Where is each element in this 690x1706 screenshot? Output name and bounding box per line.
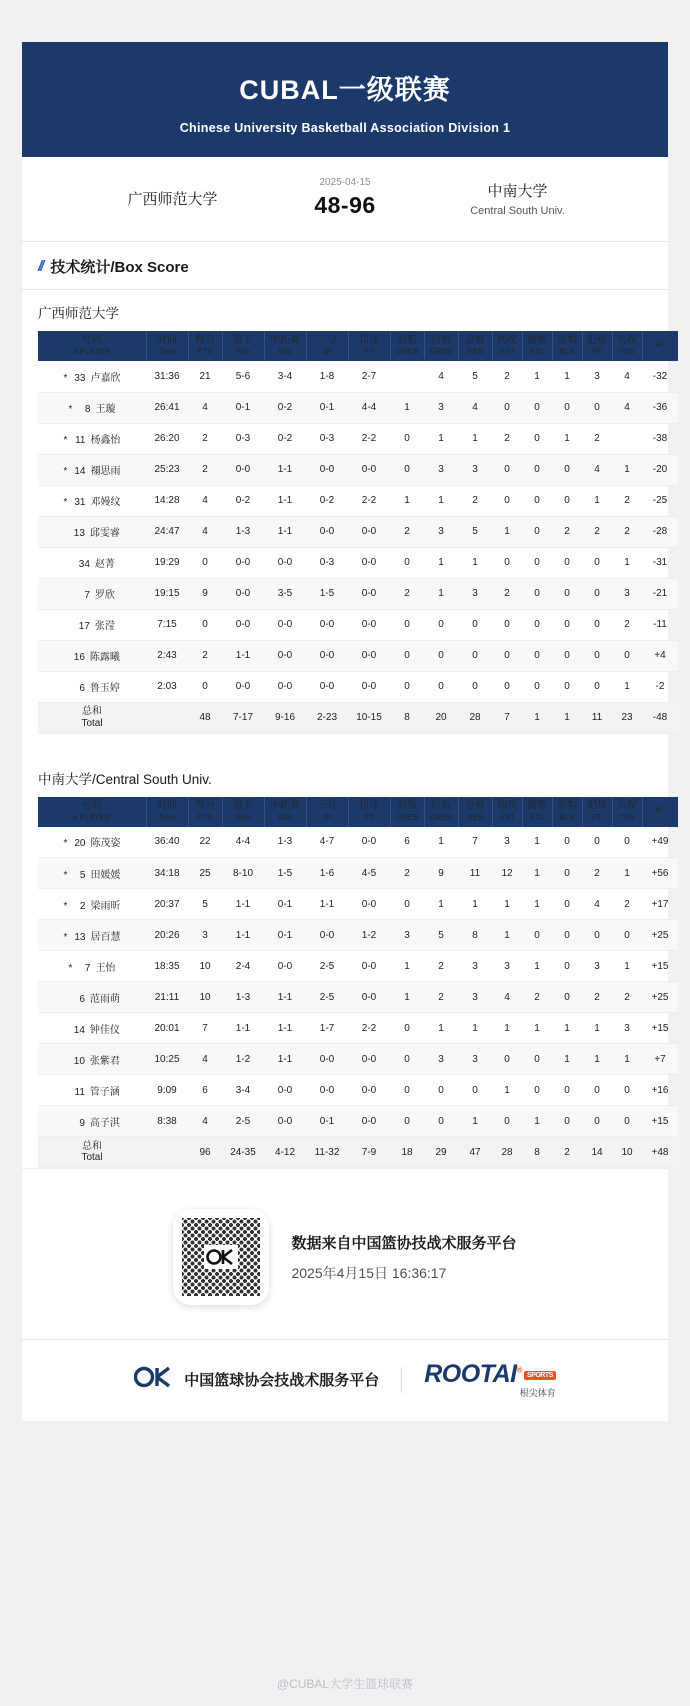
- cba-logo-icon: [134, 1365, 174, 1394]
- jersey-number: 20: [74, 838, 86, 850]
- footer-brand-label: 中国篮球协会技战术服务平台: [184, 1372, 380, 1389]
- player-cell[interactable]: [38, 671, 146, 702]
- away-team-name-en: Central South Univ.: [470, 204, 565, 217]
- starter-star-icon: *: [63, 466, 68, 477]
- starter-star-icon: *: [63, 931, 68, 943]
- score-center: [280, 177, 410, 219]
- table-row[interactable]: 13 邱雯睿 24:47 4 1-3 1-1 0-0 0-0 2 3 5 1 0 2 2 2 -28: [38, 516, 678, 547]
- th-rim: 篮下 Rim: [222, 797, 264, 827]
- player-name: 居百慧: [90, 931, 121, 943]
- table-row[interactable]: 17 张滢 7:15 0 0-0 0-0 0-0 0-0 0 0 0 0 0 0 0 2 -11: [38, 609, 678, 640]
- jersey-number: 9: [79, 1117, 85, 1129]
- th-blk: 盖帽 BLK: [552, 331, 582, 361]
- th-oreb: 前板 OREB: [390, 331, 424, 361]
- player-cell[interactable]: [38, 609, 146, 640]
- section-title: 技术统计/Box Score: [50, 259, 189, 276]
- player-name: 张滢: [94, 621, 115, 632]
- player-cell[interactable]: [38, 827, 146, 858]
- footer-brand: [134, 1365, 379, 1394]
- table-body-away: [38, 827, 678, 1168]
- player-cell[interactable]: [38, 1075, 146, 1106]
- th-dreb: 后板 DREB: [424, 797, 458, 827]
- home-team: [65, 188, 280, 209]
- jersey-number: 14: [74, 466, 86, 477]
- qr-section: [22, 1168, 668, 1339]
- player-cell[interactable]: [38, 423, 146, 454]
- player-name: 田媛媛: [90, 869, 121, 881]
- player-cell[interactable]: [38, 516, 146, 547]
- partner-subtitle: 根尖体育: [519, 1388, 556, 1398]
- table-header-row: [38, 797, 678, 827]
- starter-star-icon: [69, 590, 72, 601]
- player-cell[interactable]: [38, 485, 146, 516]
- watermark: @CUBAL大学生篮球联赛: [276, 1677, 414, 1691]
- home-team-name-cn: 广西师范大学: [127, 190, 218, 208]
- player-name: 邱雯睿: [89, 528, 120, 539]
- table-row[interactable]: 11 管子涵 9:09 6 3-4 0-0 0-0 0-0 0 0 0 1 0 0 0 0 +16: [38, 1075, 678, 1106]
- starter-star-icon: *: [68, 404, 73, 415]
- box-score-table-away: [38, 797, 678, 1169]
- th-pf: 犯规 PF: [582, 331, 612, 361]
- player-cell[interactable]: [38, 982, 146, 1013]
- th-tov: 失误 TOV: [612, 797, 642, 827]
- starter-star-icon: [64, 528, 67, 539]
- jersey-number: 11: [75, 435, 86, 446]
- th-ast: 助攻 AST: [492, 797, 522, 827]
- table-total-row: 总和 Total 96 24-35 4-12 11-32 7-9 18 29 47 28 8 2 14 10 +48: [38, 1137, 678, 1168]
- away-team: [410, 180, 625, 217]
- total-label: 总和 Total: [81, 1140, 103, 1163]
- th-min: 时间 Time: [146, 797, 188, 827]
- th-3p: 三分 3P: [306, 331, 348, 361]
- starter-star-icon: [64, 1056, 67, 1067]
- player-cell[interactable]: [38, 858, 146, 889]
- table-row[interactable]: 7 罗欣 19:15 9 0-0 3-5 1-5 0-0 2 1 3 2 0 0 0 3 -21: [38, 578, 678, 609]
- cba-logo-icon: [204, 1245, 238, 1269]
- jersey-number: 11: [74, 1086, 85, 1098]
- jersey-number: 14: [73, 1024, 85, 1036]
- player-name: 杨鑫怡: [90, 435, 121, 446]
- partner-badge: SPORTS: [524, 1371, 556, 1380]
- league-subtitle: Chinese University Basketball Association Division 1: [179, 121, 511, 135]
- table-row[interactable]: 34 赵菁 19:29 0 0-0 0-0 0-3 0-0 0 1 1 0 0 0 0 1 -31: [38, 547, 678, 578]
- table-row[interactable]: 6 鲁玉婷 2:03 0 0-0 0-0 0-0 0-0 0 0 0 0 0 0 0 1 -2: [38, 671, 678, 702]
- th-min: 时间 Time: [146, 331, 188, 361]
- th-pts: 得分 PTS: [188, 797, 222, 827]
- footer: [22, 1339, 668, 1421]
- table-team-name: 中南大学/Central South Univ.: [38, 771, 212, 787]
- th-tov: 失误 TOV: [612, 331, 642, 361]
- table-row[interactable]: * 33 卢嘉欣 31:36 21 5-6 3-4 1-8 2-7 4 5 2 1 1 3 4 -32: [38, 361, 678, 392]
- th-pts: 得分 PTS: [188, 331, 222, 361]
- player-cell[interactable]: [38, 547, 146, 578]
- player-cell[interactable]: [38, 889, 146, 920]
- qr-title: 数据来自中国篮协技战术服务平台: [291, 1234, 517, 1252]
- player-name: 陈茂姿: [90, 838, 121, 850]
- qr-text: [291, 1232, 516, 1283]
- starter-star-icon: *: [63, 435, 68, 446]
- starter-star-icon: [64, 1025, 67, 1036]
- jersey-number: 6: [79, 993, 85, 1005]
- th-rim: 篮下 Rim: [222, 331, 264, 361]
- starter-star-icon: [64, 1087, 67, 1098]
- player-name: 钟佳仪: [89, 1024, 120, 1036]
- th-3p: 三分 3P: [306, 797, 348, 827]
- player-name: 邓嫚纹: [90, 497, 121, 508]
- player-name: 高子淇: [89, 1117, 120, 1129]
- team-block-away: [22, 756, 668, 1169]
- th-mid: 中距离 Mid: [264, 331, 306, 361]
- final-score: 48-96: [314, 192, 376, 218]
- away-team-name-cn: 中南大学: [487, 182, 548, 200]
- player-cell[interactable]: [38, 392, 146, 423]
- th-ft: 罚球 FT: [348, 331, 390, 361]
- jersey-number: 7: [84, 590, 90, 601]
- total-label: 总和 Total: [81, 706, 103, 729]
- table-row[interactable]: 10 张紫君 10:25 4 1-2 1-1 0-0 0-0 0 3 3 0 0 1 1 1 +7: [38, 1044, 678, 1075]
- starter-star-icon: *: [63, 497, 68, 508]
- th-oreb: 前板 OREB: [390, 797, 424, 827]
- game-date: 2025-04-15: [319, 177, 371, 188]
- table-row[interactable]: 6 范雨萌 21:11 10 1-3 1-1 2-5 0-0 1 2 3 4 2 0 2 2 +25: [38, 982, 678, 1013]
- player-name: 鲁玉婷: [89, 683, 120, 694]
- table-row[interactable]: 9 高子淇 8:38 4 2-5 0-0 0-1 0-0 0 0 1 0 1 0 0 0 +15: [38, 1106, 678, 1137]
- card-header: [22, 42, 668, 157]
- th-player: 号码 # PLAYER: [38, 331, 146, 361]
- league-title: CUBAL一级联赛: [239, 75, 451, 105]
- box-score-table-home: [38, 331, 678, 734]
- player-cell[interactable]: [38, 361, 146, 392]
- table-row[interactable]: * 14 禤思雨 25:23 2 0-0 1-1 0-0 0-0 0 3 3 0 0 0 4 1 -20: [38, 454, 678, 485]
- player-name: 范雨萌: [89, 993, 120, 1005]
- starter-star-icon: [64, 652, 67, 663]
- jersey-number: 10: [73, 1055, 85, 1067]
- scoreboard: [22, 157, 668, 242]
- table-row[interactable]: * 11 杨鑫怡 26:20 2 0-3 0-2 0-3 2-2 0 1 1 2 0 1 2 -38: [38, 423, 678, 454]
- player-name: 张紫君: [89, 1055, 120, 1067]
- starter-star-icon: *: [63, 900, 68, 912]
- th-player: 号码 # PLAYER: [38, 797, 146, 827]
- starter-star-icon: [69, 621, 72, 632]
- table-total-row: 总和 Total 48 7-17 9-16 2-23 10-15 8 20 28 7 1 1 11 23 -48: [38, 702, 678, 733]
- table-header-row: [38, 331, 678, 361]
- starter-star-icon: [69, 559, 72, 570]
- table-row[interactable]: * 20 陈茂姿 36:40 22 4-4 1-3 4-7 0-0 6 1 7 3 1 0 0 0 +49: [38, 827, 678, 858]
- player-cell[interactable]: [38, 920, 146, 951]
- player-cell[interactable]: [38, 578, 146, 609]
- team-block-home: [22, 290, 668, 734]
- table-row[interactable]: 14 钟佳仪 20:01 7 1-1 1-1 1-7 2-2 0 1 1 1 1 1 1 3 +15: [38, 1013, 678, 1044]
- player-cell[interactable]: [38, 951, 146, 982]
- table-row[interactable]: * 13 居百慧 20:26 3 1-1 0-1 0-0 1-2 3 5 8 1 0 0 0 0 +25: [38, 920, 678, 951]
- player-cell[interactable]: [38, 1044, 146, 1075]
- table-row[interactable]: * 2 梁雨昕 20:37 5 1-1 0-1 1-1 0-0 0 1 1 1 1 0 4 2 +17: [38, 889, 678, 920]
- th-dreb: 后板 DREB: [424, 331, 458, 361]
- player-cell[interactable]: [38, 454, 146, 485]
- th-reb: 总板 REB: [458, 797, 492, 827]
- table-row[interactable]: * 31 邓嫚纹 14:28 4 0-2 1-1 0-2 2-2 1 1 2 0 0 0 1 2 -25: [38, 485, 678, 516]
- table-team-name: 广西师范大学: [38, 306, 119, 321]
- player-name: 王怡: [95, 962, 116, 974]
- qr-code-icon[interactable]: [173, 1209, 269, 1305]
- jersey-number: 8: [84, 404, 91, 415]
- player-cell[interactable]: [38, 640, 146, 671]
- jersey-number: 13: [74, 931, 86, 943]
- section-header: [22, 242, 668, 290]
- jersey-number: 16: [73, 652, 85, 663]
- th-stl: 抢断 STL: [522, 797, 552, 827]
- starter-star-icon: [64, 994, 67, 1005]
- jersey-number: 2: [79, 900, 86, 912]
- qr-datetime: 2025年4月15日 16:36:17: [291, 1264, 447, 1281]
- th-mid: 中距离 Mid: [264, 797, 306, 827]
- player-name: 卢嘉欣: [90, 372, 121, 384]
- jersey-number: 13: [73, 528, 85, 539]
- starter-star-icon: [64, 683, 67, 694]
- player-cell[interactable]: [38, 1106, 146, 1137]
- th-plusminus: +/-: [654, 339, 667, 351]
- footer-divider: [401, 1367, 402, 1393]
- player-cell[interactable]: [38, 1013, 146, 1044]
- jersey-number: 34: [78, 559, 90, 570]
- th-ast: 助攻 AST: [492, 331, 522, 361]
- th-reb: 总板 REB: [458, 331, 492, 361]
- player-name: 管子涵: [89, 1086, 120, 1098]
- starter-star-icon: *: [63, 838, 68, 850]
- jersey-number: 6: [79, 683, 85, 694]
- player-name: 陈露曦: [89, 652, 120, 663]
- table-row[interactable]: * 8 王璇 26:41 4 0-1 0-2 0-1 4-4 1 3 4 0 0 0 0 4 -36: [38, 392, 678, 423]
- player-name: 罗欣: [94, 590, 115, 601]
- jersey-number: 31: [74, 497, 86, 508]
- jersey-number: 5: [79, 869, 86, 881]
- player-name: 王璇: [95, 404, 116, 415]
- partner-logo: [424, 1360, 556, 1399]
- jersey-number: 33: [74, 372, 86, 384]
- table-row[interactable]: * 5 田媛媛 34:18 25 8-10 1-5 1-6 4-5 2 9 11 12 1 0 2 1 +56: [38, 858, 678, 889]
- double-slash-icon: //: [38, 258, 43, 275]
- player-name: 赵菁: [94, 559, 115, 570]
- jersey-number: 17: [78, 621, 90, 632]
- table-row[interactable]: * 7 王怡 18:35 10 2-4 0-0 2-5 0-0 1 2 3 3 1 0 3 1 +15: [38, 951, 678, 982]
- th-blk: 盖帽 BLK: [552, 797, 582, 827]
- starter-star-icon: [64, 1118, 67, 1129]
- player-name: 禤思雨: [90, 466, 121, 477]
- starter-star-icon: *: [63, 372, 68, 384]
- table-row[interactable]: 16 陈露曦 2:43 2 1-1 0-0 0-0 0-0 0 0 0 0 0 0 0 0 +4: [38, 640, 678, 671]
- starter-star-icon: *: [68, 962, 73, 974]
- th-ft: 罚球 FT: [348, 797, 390, 827]
- partner-trademark: ®: [516, 1365, 522, 1375]
- th-plusminus: +/-: [654, 805, 667, 817]
- partner-name: ROOTAI: [424, 1360, 517, 1388]
- th-pf: 犯规 PF: [582, 797, 612, 827]
- box-score-card: [22, 42, 668, 1421]
- starter-star-icon: *: [63, 869, 68, 881]
- player-name: 梁雨昕: [90, 900, 121, 912]
- th-stl: 抢断 STL: [522, 331, 552, 361]
- jersey-number: 7: [84, 962, 91, 974]
- table-body-home: [38, 361, 678, 733]
